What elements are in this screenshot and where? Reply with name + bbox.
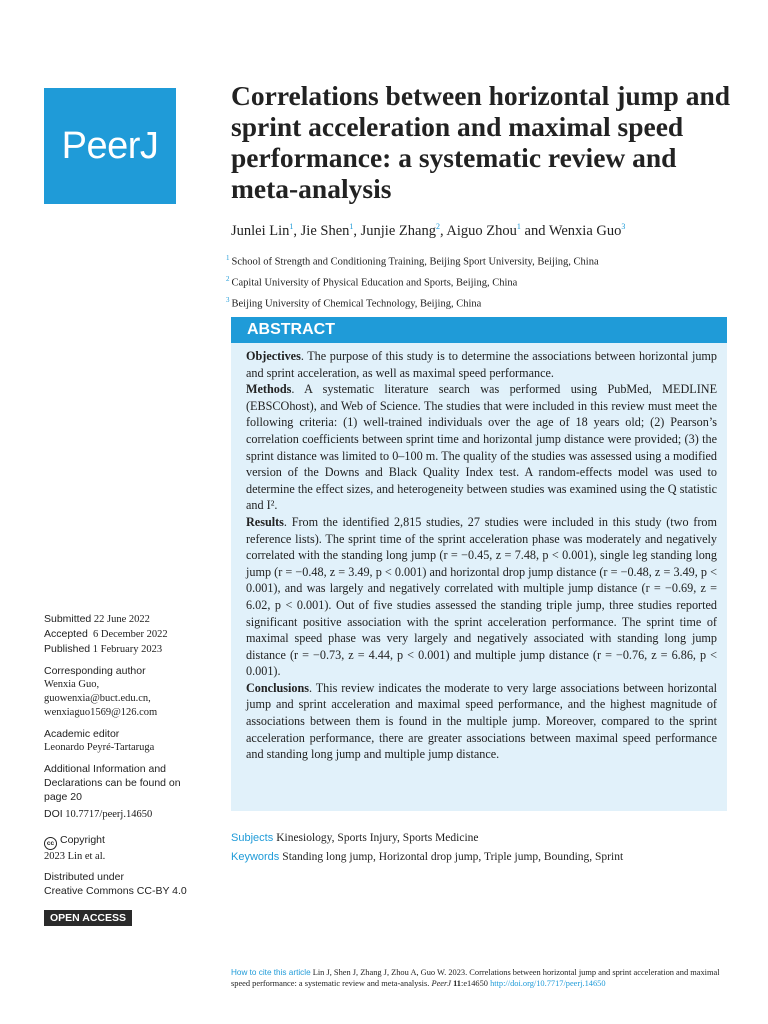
author-affil-number[interactable]: 1	[516, 222, 521, 231]
academic-editor-block	[44, 727, 204, 755]
author-separator: ,	[439, 222, 447, 239]
copyright-line	[44, 833, 105, 850]
corresponding-author-block	[44, 664, 204, 720]
section-text: From the identified 2,815 studies, 27 studies were included in this study (two from reference lists). The sprint time of the sprint acceleration phase was moderately and negatively correlated with the standing long jump (r = −0.45, z = 7.48, p < 0.001), single leg standing long jump (r = −0.48, z = 3.49, p < 0.001) and horizontal drop jump distance (r = −0.48, z = 3.49, p < 0.001), and was largely and negatively correlated with multiple jump distance (r = −0.69, z = 6.02, p < 0.001). Out of five studies assessed the standing triple jump, three studies reported significant positive association with the sprint acceleration performance. The sprint time of maximal speed phase was very largely and negatively associated with standing long jump distance (r = −0.73, z = 4.44, p < 0.001) and multiple jump distance (r = −0.76, z = 6.86, p < 0.001).	[246, 514, 717, 679]
section-text: This review indicates the moderate to very large associations between horizontal jump and sprint acceleration and maximal speed performance, and the highest magnitude of associations between them is found in the multiple jump. Moreover, compared to the sprint acceleration performance, there are greater associations between maximal speed performance and standing long jump and multiple jump distance.	[246, 680, 717, 762]
additional-info-line: Additional Information and	[44, 763, 166, 775]
section-separator: .	[300, 349, 308, 363]
citation-footer	[231, 967, 731, 989]
section-separator: .	[309, 680, 316, 695]
logo-text: PeerJ	[61, 124, 159, 167]
abstract-body	[231, 343, 727, 763]
abstract-box	[231, 317, 727, 811]
author-separator: and	[520, 222, 549, 239]
additional-info-line[interactable]: page 20	[44, 791, 82, 803]
submitted-line	[44, 612, 204, 627]
copyright-block	[44, 833, 105, 864]
section-label: Conclusions	[246, 680, 309, 695]
academic-editor-name: Leonardo Peyré-Tartaruga	[44, 742, 155, 753]
subjects-label: Subjects	[231, 832, 274, 844]
affiliation-text: Capital University of Physical Education and Sports, Beijing, China	[231, 277, 518, 289]
corresponding-author-email[interactable]: wenxiaguo1569@126.com	[44, 707, 158, 718]
peerj-logo[interactable]	[44, 88, 176, 204]
affiliation-text: School of Strength and Conditioning Training, Beijing Sport University, Beijing, China	[231, 256, 599, 268]
affiliation-number: 1	[226, 254, 230, 262]
affiliation-text: Beijing University of Chemical Technology, Beijing, China	[231, 298, 482, 310]
license-block	[44, 870, 187, 898]
author-name[interactable]: Junjie Zhang	[360, 222, 436, 239]
affiliation-item	[226, 292, 726, 313]
additional-info-block	[44, 762, 204, 804]
keywords-text: Standing long jump, Horizontal drop jump, Triple jump, Bounding, Sprint	[282, 851, 624, 863]
author-separator: ,	[353, 222, 361, 239]
author-separator: ,	[293, 222, 301, 239]
doi-line	[44, 808, 152, 820]
author-affil-number[interactable]: 2	[435, 222, 440, 231]
published-date: 1 February 2023	[92, 644, 163, 655]
author-list	[231, 222, 731, 240]
submitted-date: 22 June 2022	[93, 614, 150, 625]
published-line	[44, 642, 204, 657]
creative-commons-icon: cc	[44, 837, 57, 850]
citation-text: Lin J, Shen J, Zhang J, Zhou A, Guo W. 2023. Correlations between horizontal jump and sprint acceleration and maximal speed performance: a systematic review and meta-analysis.	[231, 968, 720, 988]
section-separator: .	[291, 382, 305, 397]
affiliation-number: 2	[226, 275, 230, 283]
author-name[interactable]: Junlei Lin	[231, 222, 290, 239]
open-access-badge: OPEN ACCESS	[44, 910, 132, 926]
abstract-section-methods	[246, 381, 717, 514]
academic-editor-label: Academic editor	[44, 728, 120, 740]
author-affil-number[interactable]: 3	[621, 222, 626, 231]
citation-label: How to cite this article	[231, 968, 311, 977]
author-name[interactable]: Jie Shen	[300, 222, 350, 239]
affiliation-item	[226, 250, 726, 271]
license-link[interactable]: Creative Commons CC-BY 4.0	[44, 885, 187, 897]
keywords-line	[231, 851, 623, 863]
published-label: Published	[44, 643, 91, 655]
article-title: Correlations between horizontal jump and sprint acceleration and maximal speed performance: a systematic review and meta-analysis	[231, 80, 731, 204]
accepted-date: 6 December 2022	[93, 629, 168, 640]
subjects-line	[231, 832, 479, 844]
abstract-section-objectives	[246, 348, 717, 381]
citation-volume: 11	[453, 979, 461, 988]
author-affil-number[interactable]: 1	[289, 222, 294, 231]
author-name[interactable]: Aiguo Zhou	[446, 222, 517, 239]
citation-doi-link[interactable]: http://doi.org/10.7717/peerj.14650	[490, 979, 606, 988]
article-sidebar	[44, 612, 204, 811]
corresponding-author-label: Corresponding author	[44, 665, 146, 677]
section-label: Objectives	[246, 349, 301, 363]
additional-info-line: Declarations can be found on	[44, 777, 181, 789]
citation-article-number: :e14650	[461, 979, 488, 988]
author-affil-number[interactable]: 1	[349, 222, 354, 231]
submitted-label: Submitted	[44, 613, 92, 625]
author-name[interactable]: Wenxia Guo	[548, 222, 622, 239]
accepted-line	[44, 627, 204, 642]
corresponding-author-email[interactable]: guowenxia@buct.edu.cn,	[44, 693, 151, 704]
keywords-label: Keywords	[231, 851, 280, 863]
abstract-section-results	[246, 514, 717, 680]
doi-label: DOI	[44, 808, 63, 820]
section-text: A systematic literature search was performed using PubMed, MEDLINE (EBSCOhost), and Web of Science. The studies that were included in this review must meet the following criteria: (1) well-trained individuals over the age of 18 years old; (2) Pearson’s correlation coefficients between sprint time and horizontal jump distance were provided; (3) the sprint distance was limited to 0–100 m. The quality of the studies was assessed using a modified version of the Downs and Black Quality Index test. A random-effects model was used to determine the effect sizes, and heterogeneity between studies was examined using the Q statistic and I².	[246, 382, 718, 513]
subjects-text[interactable]: Kinesiology, Sports Injury, Sports Medicine	[276, 832, 479, 844]
abstract-heading: ABSTRACT	[231, 317, 727, 343]
section-label: Methods	[246, 382, 292, 397]
section-text: The purpose of this study is to determine the associations between horizontal jump and sprint acceleration, as well as maximal speed performance.	[246, 349, 717, 380]
doi-value[interactable]: 10.7717/peerj.14650	[65, 809, 153, 820]
accepted-label: Accepted	[44, 628, 88, 640]
copyright-value: 2023 Lin et al.	[44, 851, 106, 862]
abstract-section-conclusions	[246, 680, 717, 763]
license-line: Distributed under	[44, 871, 124, 883]
citation-journal: PeerJ	[431, 979, 451, 988]
affiliation-number: 3	[226, 296, 230, 304]
copyright-label: Copyright	[60, 834, 105, 846]
dates-block	[44, 612, 204, 657]
section-separator: .	[283, 514, 292, 529]
affiliation-item	[226, 271, 726, 292]
affiliation-list	[226, 250, 726, 313]
corresponding-author-name: Wenxia Guo,	[44, 679, 100, 690]
section-label: Results	[246, 514, 284, 529]
